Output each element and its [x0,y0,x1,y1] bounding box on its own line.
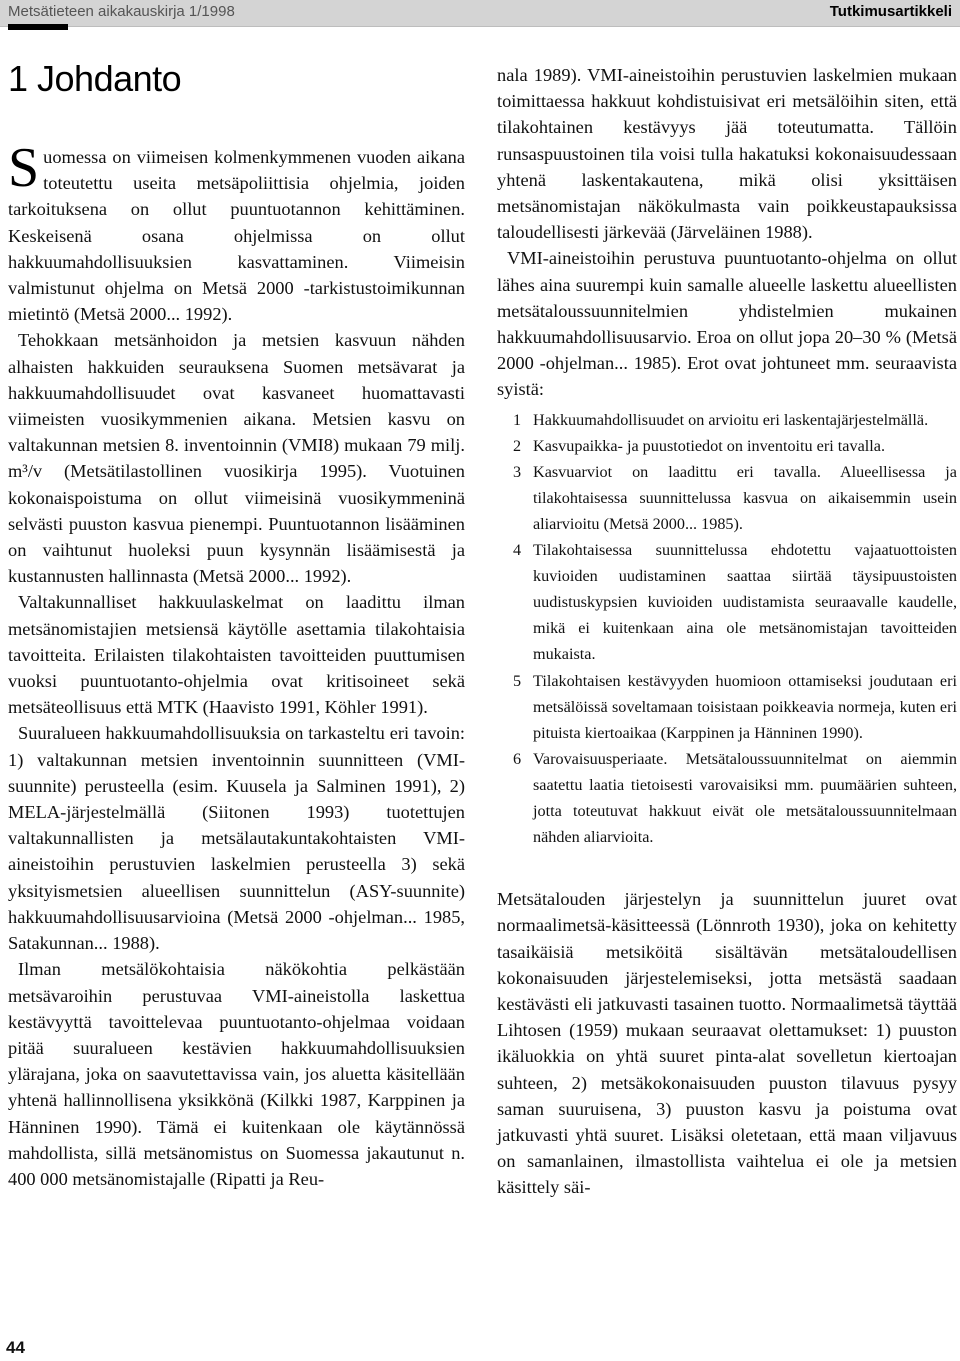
paragraph-intro [8,137,465,327]
section-title: 1 Johdanto [8,58,182,99]
paragraph: Suuralueen hakkuumahdollisuuksia on tarkasteltu eri tavoin: 1) valtakunnan metsien inventoinnin suunnitteen (VMI-suunnite) perusteella (esim. Kuusela ja Salminen 1991), 2) MELA-järjestelmällä (Siitonen 1993) tuotettujen valtakunnallisten ja metsälautakuntakohtaisten VMI-aineistoihin perustuvien laskelmien perusteella 3) sekä yksityismetsien alueellisen suunnittelun (ASY-suunnite) hakkuumahdollisuusarvioina (Metsä 2000 -ohjelman... 1985, Satakunnan... 1988). [8,723,465,954]
list-item [497,433,957,459]
journal-title: Metsätieteen aikakauskirja 1/1998 [8,3,235,20]
list-item-number: 6 [513,749,522,768]
paragraph: Tehokkaan metsänhoidon ja metsien kasvuun nähden alhaisten hakkuiden seurauksena Suomen metsävarat ja hakkuumahdollisuudet ovat kasvaneet huomattavasti viimeisten vuosikymmenien aikana. Metsien kasvu on valtakunnan metsien 8. inventoinnin (VMI8) mukaan 79 milj. m³/v (Metsätilastollinen vuosikirja 1995). Vuotuinen kokonaispoistuma on ollut viimeisinä vuosikymmeninä selvästi puuston kasvua pienempi. Puuntuotannon lisääminen on vaihtunut huoleksi puun kysynnän lisäämisestä ja kustannusten hallinnasta (Metsä 2000... 1992). [8,330,465,587]
list-item [497,537,957,667]
paragraph: Ilman metsälökohtaisia näkökohtia pelkästään metsävaroihin perustuvaa VMI-aineistolla laskettua kestävyyttä tavoittelevaa puuntuotanto-ohjelmaa voidaan pitää suuralueen kestävien hakkuumahdollisuuksien ylärajana, joka on saavutettavissa vain, jos aluetta käsitellään yhtenä hallinnollisena yksikkönä (Kilkki 1987, Karppinen ja Hänninen 1990). Tämä ei kuitenkaan ole käytännössä mahdollista, sillä metsänomistus on Suomessa jakautunut n. 400 000 metsänomistajalle (Ripatti ja Reu- [8,959,465,1189]
list-item-number: 2 [513,436,522,455]
list-item [497,407,957,433]
list-item-text: Kasvupaikka- ja puustotiedot on inventoitu eri tavalla. [533,436,885,455]
paragraph: Valtakunnalliset hakkuulaskelmat on laadittu ilman metsänomistajien metsiensä käytölle asettamia tilakohtaisia tavoitteita. Erilaisten tilakohtaisten tavoitteiden puuttumisen vuoksi puuntuotanto-ohjelmia ovat kritisoineet sekä metsäteollisuus että MTK (Haavisto 1991, Köhler 1991). [8,592,465,718]
paragraph: VMI-aineistoihin perustuva puuntuotanto-ohjelma on ollut lähes aina suurempi kuin samalle alueelle laskettu alueellisten metsätaloussuunnitelmien yhdistelmien mukainen hakkuumahdollisuusarvio. Eroa on ollut jopa 20–30 % (Metsä 2000 -ohjelman... 1985). Erot ovat johtuneet mm. seuraavista syistä: [497,248,957,400]
list-item-number: 1 [513,410,522,429]
right-column [497,62,957,1201]
list-item-text: Tilakohtaisessa suunnittelussa ehdotettu vajaatuottoisten kuvioiden uudistaminen saattaa siirtää täysipuustoisten uudistuskypsien kuvioiden uudistamista seuraavalle kaudelle, mikä ei kuitenkaan aina ole metsänomistajan tavoitteiden mukaista. [533,541,957,664]
article-category: Tutkimusartikkeli [829,3,952,20]
list-item-text: Tilakohtaisen kestävyyden huomioon ottamiseksi joudutaan eri metsälöissä soveltamaan toisistaan poikkeavia normeja, kuten eri pituista kiertoaikaa (Karppinen ja Hänninen 1990). [533,671,957,742]
paragraph: nala 1989). VMI-aineistoihin perustuvien laskelmien mukaan toimittaessa hakkuut kohdistuisivat eri metsälöihin siten, että tilakohtainen kestävyys jää toteutumatta. Tällöin runsaspuustoinen tila voisi tulla hakatuksi kokonaisuudessaan yhtenä laskentakautena, mikä olisi yksittäisen metsänomistajan näkökulmasta vain poikkeustapauksissa taloudellisesti järkevää (Järveläinen 1988). [497,65,957,243]
list-item-text: Kasvuarviot on laadittu eri tavalla. Alueellisessa ja tilakohtaisessa suunnittelussa kasvua on aikaisemmin usein aliarvioitu (Metsä 2000... 1985). [533,462,957,534]
page-number: 44 [6,1338,25,1357]
reasons-list [497,407,957,851]
paragraph-intro-text: uomessa on viimeisen kolmenkymmenen vuoden aikana toteutettu useita metsäpoliittisia ohjelmia, joiden tarkoituksena on ollut puuntuotannon kehittäminen. Keskeisenä osana ohjelmissa on ollut hakkuumahdollisuuksien kasvattaminen. Viimeisin valmistunut ohjelma on Metsä 2000 -tarkistustoimikunnan mietintö (Metsä 2000... 1992). [8,147,465,325]
paragraph: Metsätalouden järjestelyn ja suunnittelun juuret ovat normaalimetsä-käsitteessä (Lönnroth 1930), joka on kehitetty tasaikäisiä metsiköitä sisältävän metsätaloudellisen kokonaisuuden järjestelemiseksi, jotta metsästä saadaan kestävästi eli jatkuvasti tasainen tuotto. Normaalimetsä täyttää Lihtosen (1959) mukaan seuraavat olettamukset: 1) puuston ikäluokkia on yhtä suuret pinta-alat sovelletun kiertoajan suhteen, 2) metsäkokonaisuuden puuston tilavuus pysyy saman suuruisena, 3) puuston kasvu ja poistuma ovat jatkuvasti yhtä suuret. Lisäksi oletetaan, että maan viljavuus on samanlainen, ilmastollista vaihtelua ei ole ja metsien käsittely säi- [497,889,957,1198]
list-item-text: Hakkuumahdollisuudet on arvioitu eri laskentajärjestelmällä. [533,410,929,429]
list-item [497,668,957,746]
list-item-number: 5 [513,671,522,690]
list-item [497,459,957,537]
list-item-number: 4 [513,541,522,560]
left-column [8,137,465,1192]
header-rule-mark [8,24,68,30]
list-item [497,746,957,850]
drop-cap: S [8,137,40,199]
list-item-text: Varovaisuusperiaate. Metsätaloussuunnitelmat on aiemmin saatettu laatia tietoisesti varovaisiksi mm. puumäärien suhteen, jotta toteutuvat hakkuut eivät ole metsätaloussuunnitelmaan nähden aliarvioita. [533,749,957,847]
list-item-number: 3 [513,462,522,481]
running-header [0,0,960,27]
